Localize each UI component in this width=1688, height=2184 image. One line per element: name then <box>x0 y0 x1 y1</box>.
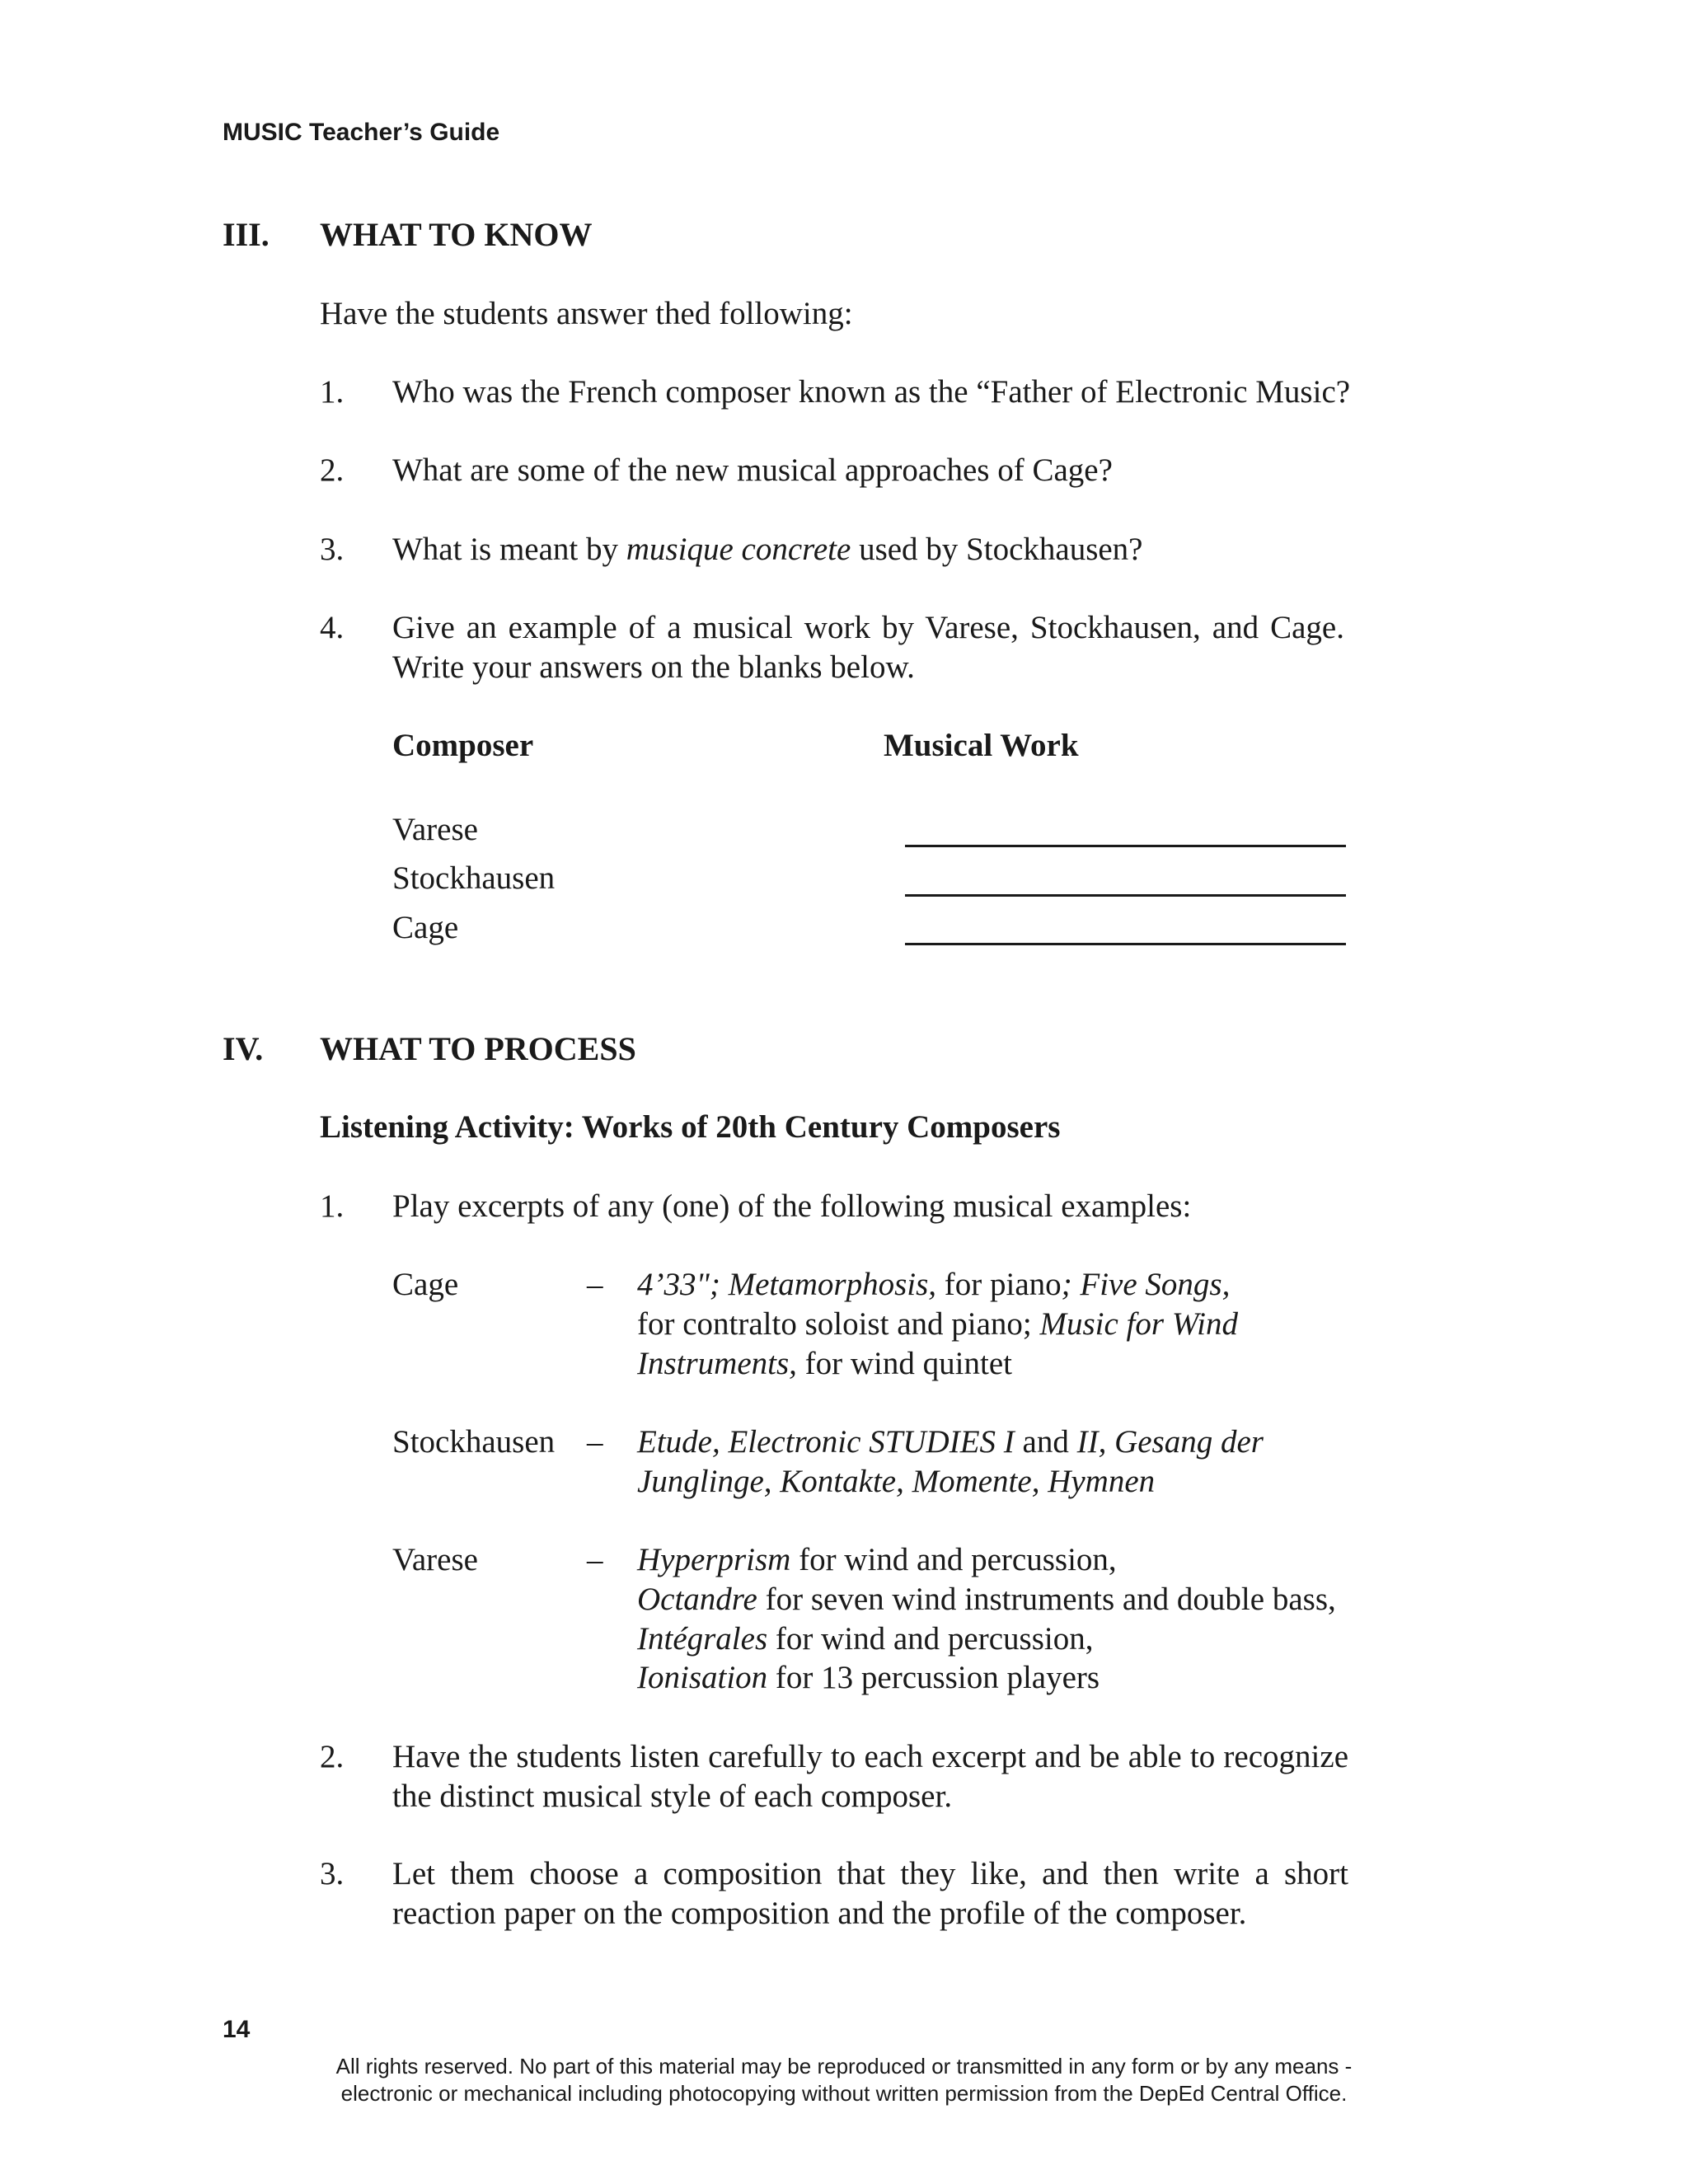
question-1-number: 1. <box>320 374 345 410</box>
work-desc: for contralto soloist and piano; <box>637 1306 1040 1342</box>
work-title: Junglinge, Kontakte, Momente, Hymnen <box>637 1464 1156 1499</box>
item-1-number: 1. <box>320 1188 345 1224</box>
work-title: Music for Wind <box>1039 1306 1238 1342</box>
work-desc: for 13 percussion players <box>767 1660 1100 1695</box>
item-3-text: Let them choose a composition that they like, and then write a short reaction paper on the composition and the profile of the composer. <box>392 1856 1348 1931</box>
work-title: II, Gesang der <box>1076 1424 1264 1460</box>
table-header-composer: Composer <box>392 728 534 763</box>
work-desc: for seven wind instruments and double bass, <box>757 1582 1336 1617</box>
section-3-intro: Have the students answer thed following: <box>320 296 853 331</box>
work-desc: for wind quintet <box>796 1346 1012 1381</box>
composer-stockhausen: Stockhausen <box>392 1424 556 1460</box>
answer-blank-stockhausen[interactable] <box>905 894 1346 897</box>
section-4-number: IV. <box>223 1030 264 1067</box>
work-title: Etude, Electronic STUDIES I <box>637 1424 1015 1460</box>
dash: – <box>587 1267 603 1302</box>
item-1-text: Play excerpts of any (one) of the following musical examples: <box>392 1188 1192 1224</box>
question-2-number: 2. <box>320 452 345 488</box>
section-4-subtitle: Listening Activity: Works of 20th Century Composers <box>320 1109 1061 1145</box>
item-2-text: Have the students listen carefully to each excerpt and be able to recognize the distinct musical style of each composer. <box>392 1739 1348 1814</box>
work-desc: for piano <box>936 1267 1062 1302</box>
answer-blank-cage[interactable] <box>905 943 1346 945</box>
work-title: 4’33"; Metamorphosis, <box>637 1267 937 1302</box>
stockhausen-works-line <box>637 1462 1155 1502</box>
work-title: Octandre <box>637 1582 757 1617</box>
varese-works-line <box>637 1580 1336 1619</box>
copyright-line-2: electronic or mechanical including photocopying without written permission from the DepEd Central Office. <box>340 2081 1348 2106</box>
running-header: MUSIC Teacher’s Guide <box>223 119 500 146</box>
cage-works-line <box>637 1305 1238 1344</box>
item-3-number: 3. <box>320 1856 345 1891</box>
composer-cage: Cage <box>392 1267 459 1302</box>
table-header-musical-work: Musical Work <box>884 728 1079 763</box>
question-3-text-part: What is meant by <box>392 532 626 567</box>
section-4-title: WHAT TO PROCESS <box>320 1030 636 1067</box>
dash: – <box>587 1542 603 1577</box>
work-desc: for wind and percussion, <box>767 1621 1094 1657</box>
work-title: Instruments, <box>637 1346 797 1381</box>
stockhausen-works-line <box>637 1422 1264 1462</box>
dash: – <box>587 1424 603 1460</box>
section-3-number: III. <box>223 216 270 253</box>
work-title: ; Five Songs, <box>1061 1267 1231 1302</box>
table-row-composer: Cage <box>392 910 459 945</box>
table-row-composer: Stockhausen <box>392 860 556 896</box>
cage-works-line <box>637 1265 1230 1305</box>
section-3-title: WHAT TO KNOW <box>320 216 593 253</box>
question-3-text <box>392 530 1143 569</box>
cage-works-line <box>637 1344 1012 1384</box>
varese-works-line <box>637 1540 1117 1580</box>
table-row-composer: Varese <box>392 812 478 847</box>
copyright-line-1: All rights reserved. No part of this material may be reproduced or transmitted in any form or by any means - <box>335 2054 1353 2079</box>
work-desc: for wind and percussion, <box>790 1542 1117 1577</box>
item-2-number: 2. <box>320 1739 345 1774</box>
composer-varese: Varese <box>392 1542 478 1577</box>
page-number: 14 <box>223 2016 251 2043</box>
question-3-number: 3. <box>320 532 345 567</box>
work-title: Ionisation <box>637 1660 768 1695</box>
question-2-text: What are some of the new musical approaches of Cage? <box>392 452 1113 488</box>
work-title: Intégrales <box>637 1621 768 1657</box>
question-3-italic-term: musique concrete <box>626 532 851 567</box>
question-4-text: Give an example of a musical work by Varese, Stockhausen, and Cage. Write your answers on the blanks below. <box>392 610 1344 685</box>
question-3-text-part: used by Stockhausen? <box>851 532 1143 567</box>
work-title: Hyperprism <box>637 1542 791 1577</box>
question-4-number: 4. <box>320 610 345 645</box>
varese-works-line <box>637 1619 1093 1659</box>
answer-blank-varese[interactable] <box>905 845 1346 847</box>
question-1-text: Who was the French composer known as the “Father of Electronic Music? <box>392 374 1351 410</box>
varese-works-line <box>637 1658 1100 1698</box>
work-desc: and <box>1014 1424 1077 1460</box>
